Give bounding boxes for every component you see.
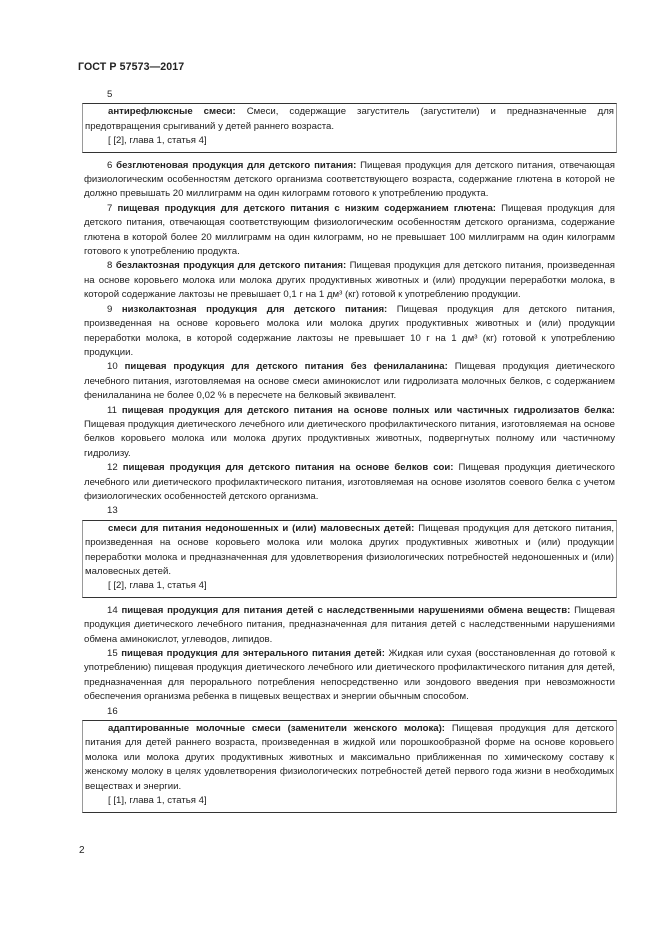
definition-box-5 (82, 103, 617, 152)
term-16 (85, 722, 614, 794)
term-12-name: пищевая продукция для детского питания на основе белков сои: (122, 462, 454, 474)
term-7 (84, 202, 615, 260)
term-14-name: пищевая продукция для питания детей с наследственными нарушениями обмена веществ: (121, 604, 571, 616)
term-5-definition: Смеси, содержащие загуститель (загустители) и предназначенные для предотвращения срыгиваний у детей раннего возраста. (85, 106, 615, 132)
term-13-definition: Пищевая продукция для детского питания, произведенная на основе коровьего молока или молока других продуктивных животных и (или) продукции переработки молока и предназначенная для удовлетворения физиологических потребностей недоношенных и (или) маловесных детей. (85, 522, 614, 577)
document-body (84, 88, 615, 813)
term-5 (85, 105, 614, 134)
term-9-number: 9 (107, 303, 113, 315)
term-5-source: [ [2], глава 1, статья 4] (108, 135, 207, 147)
term-10-definition: Пищевая продукция диетического лечебного питания, изготовляемая на основе смеси аминокислот или гидролизата молочных белков, с содержанием фенилаланина не более 0,02 % в пересчете на белковый эквивалент. (84, 361, 616, 402)
term-15-definition: Жидкая или сухая (восстановленная до готовой к употреблению) пищевая продукция диетического лечебного или диетического профилактического питания для детей, предназначенная для перорального потребления непосредственно или зондового введения при невозможности обеспечения организма ребенка в пищевых веществах и энергии обычным способом. (84, 648, 615, 703)
term-9-name: низколактозная продукция для детского питания: (121, 303, 388, 315)
term-12-definition: Пищевая продукция диетического лечебного или диетического профилактического питания, изготовляемая на основе изолятов соевого белка с учетом физиологических особенностей детского организма. (84, 462, 615, 502)
term-10 (84, 360, 615, 403)
term-number-5: 5 (107, 89, 113, 100)
term-7-definition: Пищевая продукция для детского питания, отвечающая соответствующим физиологическим особенностям детского организма, содержание глютена в которой более 20 миллиграмм на один килограмм, но не превышает 100 миллиграмм на один килограмм готового к употреблению продукта. (84, 202, 615, 258)
term-5-name: антирефлюксные смеси: (108, 106, 236, 118)
term-10-number: 10 (107, 361, 118, 373)
term-12 (84, 461, 615, 504)
document-header: ГОСТ Р 57573—2017 (78, 61, 185, 73)
term-6-number: 6 (107, 159, 113, 171)
term-14-number: 14 (107, 604, 118, 616)
term-10-name: пищевая продукция для детского питания без фенилаланина: (124, 361, 448, 373)
term-15-name: пищевая продукция для энтерального питания детей: (121, 648, 385, 660)
term-15-number: 15 (107, 648, 118, 660)
term-11-number: 11 (107, 404, 117, 416)
page-number: 2 (79, 845, 85, 856)
term-15 (84, 647, 615, 705)
term-9 (84, 303, 615, 361)
definition-box-16 (82, 720, 617, 812)
term-8-number: 8 (107, 260, 113, 272)
term-12-number: 12 (107, 462, 118, 474)
term-13-source: [ [2], глава 1, статья 4] (108, 580, 207, 592)
term-number-16: 16 (107, 705, 118, 717)
term-14 (84, 604, 615, 647)
term-14-definition: Пищевая продукция диетического лечебного питания, предназначенная для питания детей с наследственными нарушениями обмена аминокислот, углеводов, липидов. (84, 604, 615, 645)
term-16-name: адаптированные молочные смеси (заменители женского молока): (108, 723, 446, 735)
term-11 (84, 404, 615, 462)
term-6-definition: Пищевая продукция для детского питания, отвечающая физиологическим особенностям детского организма соответствующего возраста, содержание глютена в которой не должно превышать 20 миллиграмм на один килограмм готового к употреблению продукта. (84, 159, 615, 200)
term-7-name: пищевая продукция для детского питания с низким содержанием глютена: (117, 202, 496, 214)
definition-box-13 (82, 520, 617, 598)
term-number-13: 13 (107, 505, 118, 517)
term-11-name: пищевая продукция для детского питания на основе полных или частичных гидролизатов белка: (121, 404, 615, 416)
term-16-definition: Пищевая продукция для детского питания для детей раннего возраста, произведенная в жидкой или порошкообразной форме на основе коровьего молока или молока других продуктивных животных и максимально приближенная по химическому составу к женскому молоку в целях удовлетворения физиологических потребностей детей первого года жизни в необходимых веществах и энергии. (85, 723, 614, 792)
term-6 (84, 159, 615, 202)
term-6-name: безглютеновая продукция для детского питания: (116, 159, 357, 171)
term-13-name: смеси для питания недоношенных и (или) маловесных детей: (108, 522, 415, 534)
term-8-name: безлактозная продукция для детского питания: (115, 260, 347, 272)
term-7-number: 7 (107, 202, 113, 214)
term-8-definition: Пищевая продукция для детского питания, произведенная на основе коровьего молока или молока других продуктивных животных и (или) продукции переработки молока, в которой содержание лактозы не превышает 0,1 г на 1 дм³ (кг) готовой к употреблению продукции. (84, 260, 615, 301)
term-13 (85, 522, 614, 580)
term-11-definition: Пищевая продукция диетического лечебного или диетического профилактического питания, изготовляемая на основе белков коровьего молока или молока других продуктивных животных, подвергнутых полному или частичному гидролизу. (84, 418, 615, 459)
term-8 (84, 259, 615, 302)
term-9-definition: Пищевая продукция для детского питания, произведенная на основе коровьего молока или молока других продуктивных животных и (или) продукции переработки молока, в которой содержание лактозы не превышает 10 г на 1 дм³ (кг) готовой к употреблению продукции. (84, 303, 615, 358)
term-16-source: [ [1], глава 1, статья 4] (108, 795, 207, 807)
